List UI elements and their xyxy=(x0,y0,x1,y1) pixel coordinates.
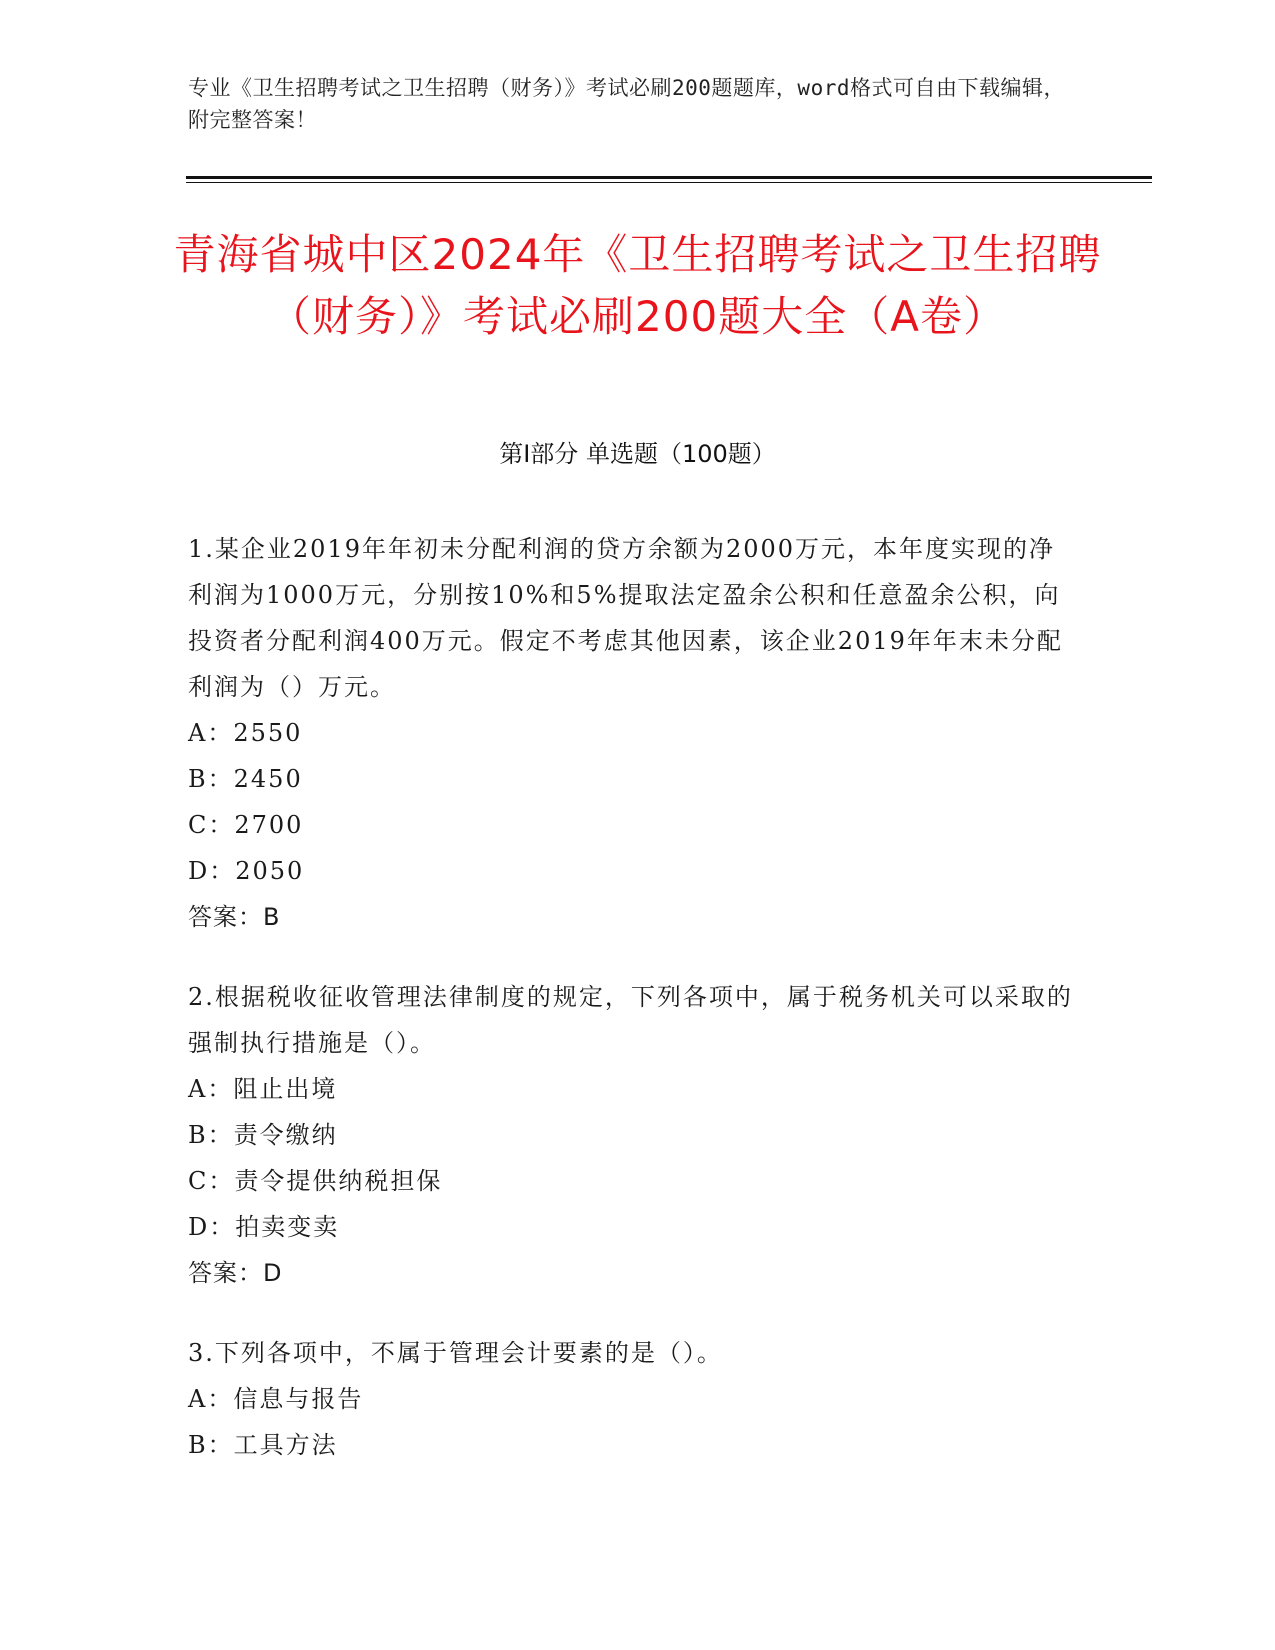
option-d: D：2050 xyxy=(188,857,305,885)
question-1 xyxy=(188,526,1078,940)
question-2 xyxy=(188,974,1078,1296)
header-rule-thin xyxy=(186,182,1152,183)
option-b: B：2450 xyxy=(188,765,303,793)
option-a: A：阻止出境 xyxy=(188,1075,338,1103)
option-a: A：信息与报告 xyxy=(188,1385,364,1413)
question-stem: 1.某企业2019年年初未分配利润的贷方余额为2000万元，本年度实现的净利润为1000万元，分别按10%和5%提取法定盈余公积和任意盈余公积，向投资者分配利润400万元。假定不考虑其他因素，该企业2019年年末未分配利润为（）万元。 xyxy=(188,535,1063,701)
answer: 答案：D xyxy=(188,1259,283,1287)
question-list xyxy=(188,526,1078,1502)
header-note: 专业《卫生招聘考试之卫生招聘（财务）》考试必刷200题题库，word格式可自由下载编辑，附完整答案！ xyxy=(188,76,1065,132)
question-3 xyxy=(188,1330,1078,1468)
option-c: C：责令提供纳税担保 xyxy=(188,1167,443,1195)
answer: 答案：B xyxy=(188,903,281,931)
header-rule xyxy=(186,176,1152,179)
option-a: A：2550 xyxy=(188,719,303,747)
question-stem: 3.下列各项中，不属于管理会计要素的是（）。 xyxy=(188,1339,723,1367)
option-b: B：责令缴纳 xyxy=(188,1121,338,1149)
question-stem: 2.根据税收征收管理法律制度的规定，下列各项中，属于税务机关可以采取的强制执行措施是（）。 xyxy=(188,983,1073,1057)
option-c: C：2700 xyxy=(188,811,304,839)
option-d: D：拍卖变卖 xyxy=(188,1213,340,1241)
document-title: 青海省城中区2024年《卫生招聘考试之卫生招聘（财务）》考试必刷200题大全（A卷） xyxy=(173,230,1102,341)
section-heading: 第Ⅰ部分 单选题（100题） xyxy=(499,440,776,468)
option-b: B：工具方法 xyxy=(188,1431,338,1459)
